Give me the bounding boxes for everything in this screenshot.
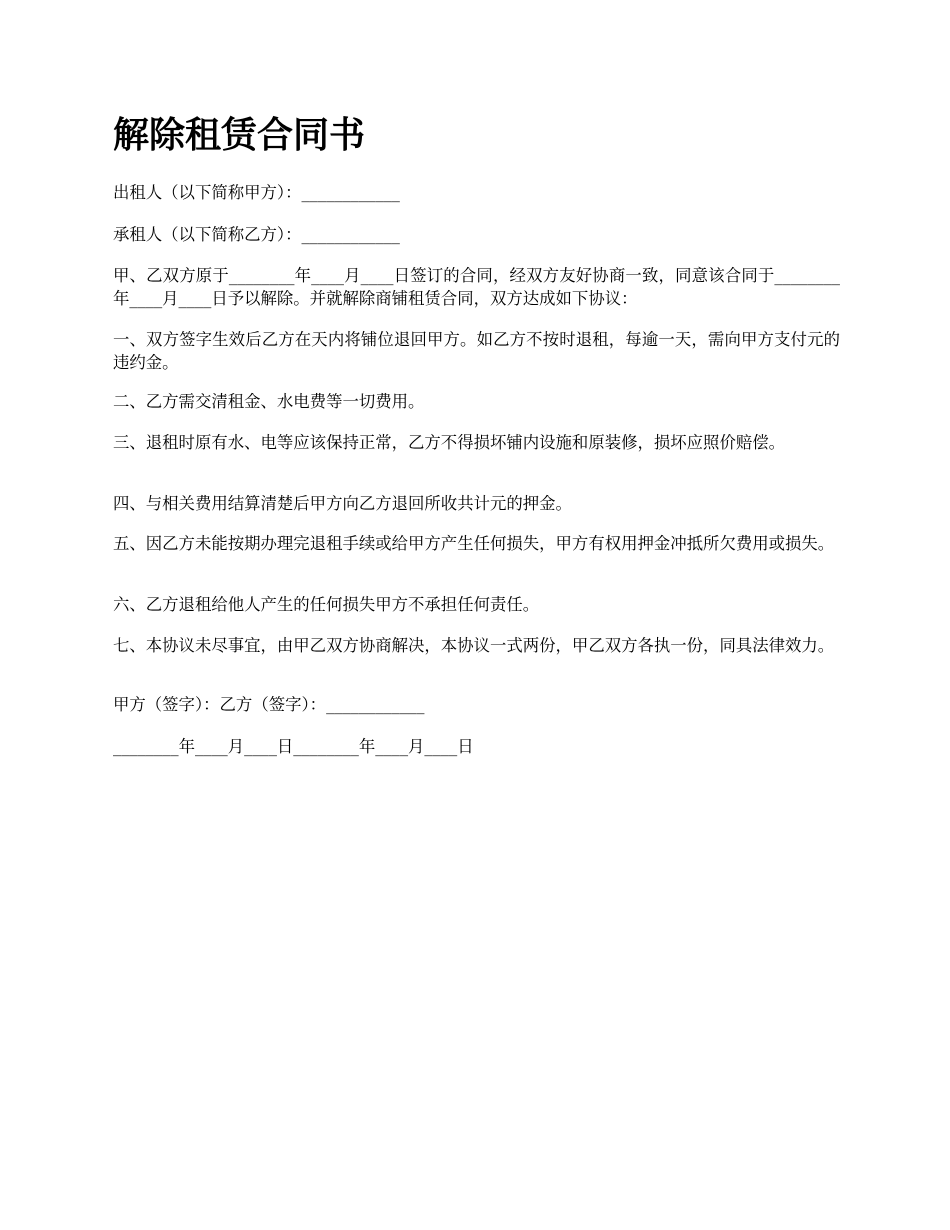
document-title: 解除租赁合同书	[113, 115, 366, 156]
date-line: ________年____月____日________年____月____日	[113, 737, 474, 756]
clause-7: 七、本协议未尽事宜，由甲乙双方协商解决，本协议一式两份，甲乙双方各执一份，同具法律效力。	[113, 636, 835, 655]
signature-line: 甲方（签字）：乙方（签字）：____________	[113, 695, 425, 714]
clause-3: 三、退租时原有水、电等应该保持正常，乙方不得损坏铺内设施和原装修，损坏应照价赔偿。	[113, 433, 786, 452]
clause-4: 四、与相关费用结算清楚后甲方向乙方退回所收共计元的押金。	[113, 494, 572, 513]
lessor-line: 出租人（以下简称甲方）：____________	[113, 183, 400, 202]
clause-6: 六、乙方退租给他人产生的任何损失甲方不承担任何责任。	[113, 595, 540, 614]
clause-5: 五、因乙方未能按期办理完退租手续或给甲方产生任何损失，甲方有权用押金冲抵所欠费用或损失。	[113, 534, 835, 553]
clause-2: 二、乙方需交清租金、水电费等一切费用。	[113, 392, 425, 411]
lessee-line: 承租人（以下简称乙方）：____________	[113, 225, 400, 244]
clause-1: 一、双方签字生效后乙方在天内将铺位退回甲方。如乙方不按时退租，每逾一天，需向甲方支付元的违约金。	[113, 330, 840, 372]
intro-paragraph: 甲、乙双方原于________年____月____日签订的合同，经双方友好协商一致，同意该合同于________年____月____日予以解除。并就解除商铺租赁合同，双方达成如下协议：	[113, 266, 840, 308]
